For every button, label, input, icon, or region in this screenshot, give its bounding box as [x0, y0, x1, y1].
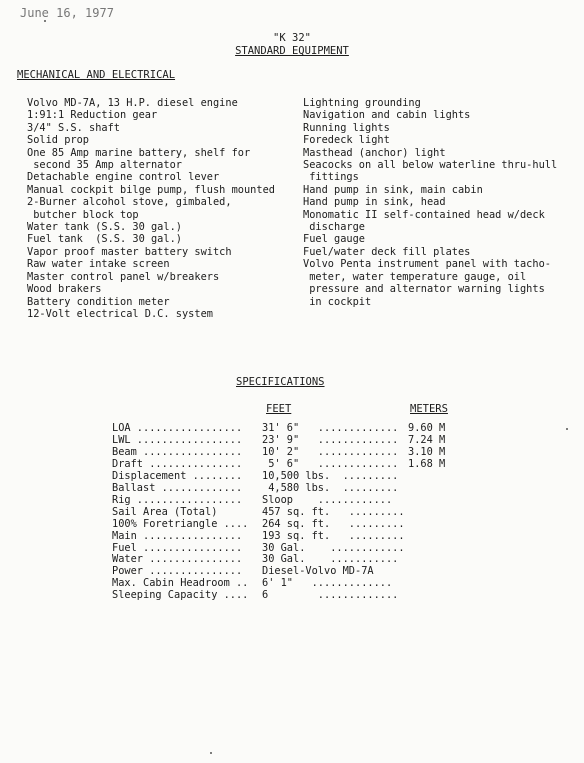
spec-meters-value: 1.68 M: [408, 457, 446, 470]
equipment-item: butcher block top: [27, 208, 139, 221]
spec-label: LWL .................: [112, 433, 243, 446]
spec-meters-value: [408, 519, 468, 531]
equipment-item: Master control panel w/breakers: [27, 270, 220, 283]
spec-meters-value: 3.10 M: [408, 445, 446, 458]
spec-label: Beam ................: [112, 445, 243, 458]
spec-feet-value: 31' 6" .............: [262, 422, 399, 434]
equipment-list-right: [303, 97, 557, 308]
equipment-item: Fuel/water deck fill plates: [303, 245, 471, 258]
spec-meters-value: 7.24 M: [408, 433, 446, 446]
spec-label: Max. Cabin Headroom ..: [112, 577, 249, 590]
equipment-item: pressure and alternator warning lights: [303, 283, 545, 296]
equipment-item: Fuel gauge: [303, 233, 365, 246]
spec-feet-value: 6' 1" .............: [262, 577, 393, 590]
spec-label: Fuel ................: [112, 541, 243, 554]
spec-meters-value: [408, 471, 468, 483]
spec-row: [112, 495, 468, 507]
spec-feet-value: Diesel-Volvo MD-7A: [262, 565, 374, 578]
spec-feet-value: 10' 2" .............: [262, 445, 399, 458]
equipment-item: Battery condition meter: [27, 295, 170, 308]
standard-equipment-heading: STANDARD EQUIPMENT: [235, 45, 349, 57]
equipment-item: Wood brakers: [27, 283, 102, 296]
equipment-item: One 85 Amp marine battery, shelf for: [27, 146, 251, 159]
spec-label: Sail Area (Total): [112, 505, 218, 518]
equipment-item: 12-Volt electrical D.C. system: [27, 307, 213, 320]
equipment-item: 1:91:1 Reduction gear: [27, 109, 158, 122]
equipment-item: 2-Burner alcohol stove, gimbaled,: [27, 196, 232, 209]
equipment-item: Hand pump in sink, main cabin: [303, 183, 483, 196]
spec-meters-value: [408, 531, 468, 543]
specifications-table: [112, 423, 468, 602]
spec-feet-value: 30 Gal. ...........: [262, 553, 399, 566]
spec-feet-value: 457 sq. ft. .........: [262, 505, 405, 518]
date-stamp: June 16, 1977: [20, 6, 114, 20]
equipment-item: Seacocks on all below waterline thru-hull: [303, 159, 558, 172]
spec-label: Displacement ........: [112, 469, 243, 482]
spec-label: LOA .................: [112, 422, 243, 434]
spec-meters-value: [408, 495, 468, 507]
equipment-item: discharge: [303, 221, 365, 234]
paper-speck: [566, 428, 568, 430]
spec-meters-value: [408, 554, 468, 566]
feet-column-header: FEET: [266, 403, 292, 415]
spec-feet-value: Sloop ............: [262, 493, 393, 506]
spec-label: Water ...............: [112, 553, 243, 566]
spec-label: Ballast .............: [112, 481, 243, 494]
spec-row: [112, 471, 468, 483]
equipment-item: Foredeck light: [303, 134, 390, 147]
equipment-item: in cockpit: [303, 295, 372, 308]
equipment-item: Hand pump in sink, head: [303, 196, 446, 209]
spec-row: [112, 531, 468, 543]
equipment-item: 3/4" S.S. shaft: [27, 121, 120, 134]
model-title: "K 32": [273, 32, 311, 44]
specifications-heading: SPECIFICATIONS: [236, 376, 325, 388]
equipment-item: Detachable engine control lever: [27, 171, 220, 184]
spec-feet-value: 30 Gal. ............: [262, 541, 405, 554]
spec-meters-value: [408, 566, 468, 578]
spec-label: 100% Foretriangle ....: [112, 517, 249, 530]
equipment-item: Fuel tank (S.S. 30 gal.): [27, 233, 182, 246]
equipment-item: meter, water temperature gauge, oil: [303, 270, 527, 283]
equipment-item: Manual cockpit bilge pump, flush mounted: [27, 183, 275, 196]
spec-label: Rig .................: [112, 493, 243, 506]
spec-meters-value: [408, 578, 468, 590]
spec-feet-value: 4,580 lbs. .........: [262, 481, 399, 494]
equipment-item: second 35 Amp alternator: [27, 159, 182, 172]
equipment-item: Lightning grounding: [303, 97, 421, 109]
spec-meters-value: 9.60 M: [408, 422, 446, 434]
equipment-item: Raw water intake screen: [27, 258, 170, 271]
equipment-item: Monomatic II self-contained head w/deck: [303, 208, 545, 221]
equipment-item: Vapor proof master battery switch: [27, 245, 232, 258]
mechanical-electrical-heading: MECHANICAL AND ELECTRICAL: [17, 69, 176, 81]
spec-row: [112, 483, 468, 495]
spec-feet-value: 23' 9" .............: [262, 433, 399, 446]
equipment-item: Solid prop: [27, 134, 89, 147]
spec-row: [112, 507, 468, 519]
spec-row: [112, 590, 468, 602]
equipment-item: Running lights: [303, 121, 390, 134]
equipment-item: Volvo Penta instrument panel with tacho-: [303, 258, 551, 271]
equipment-item: Masthead (anchor) light: [303, 146, 446, 159]
spec-meters-value: [408, 507, 468, 519]
spec-feet-value: 5' 6" .............: [262, 457, 399, 470]
equipment-item: fittings: [303, 171, 359, 184]
paper-speck: [210, 752, 212, 754]
spec-feet-value: 193 sq. ft. .........: [262, 529, 405, 542]
spec-row: [112, 519, 468, 531]
equipment-list-left: [27, 97, 275, 320]
equipment-item: Water tank (S.S. 30 gal.): [27, 221, 182, 234]
spec-meters-value: [408, 590, 468, 602]
meters-column-header: METERS: [410, 403, 448, 415]
spec-meters-value: [408, 483, 468, 495]
spec-feet-value: 6 .............: [262, 589, 399, 602]
paper-speck: [44, 20, 46, 22]
spec-meters-value: [408, 543, 468, 555]
spec-feet-value: 264 sq. ft. .........: [262, 517, 405, 530]
equipment-item: Navigation and cabin lights: [303, 109, 471, 122]
spec-feet-value: 10,500 lbs. .........: [262, 469, 399, 482]
spec-label: Main ................: [112, 529, 243, 542]
equipment-item: Volvo MD-7A, 13 H.P. diesel engine: [27, 97, 238, 109]
spec-label: Sleeping Capacity ....: [112, 589, 249, 602]
spec-label: Draft ...............: [112, 457, 243, 470]
spec-label: Power ...............: [112, 565, 243, 578]
